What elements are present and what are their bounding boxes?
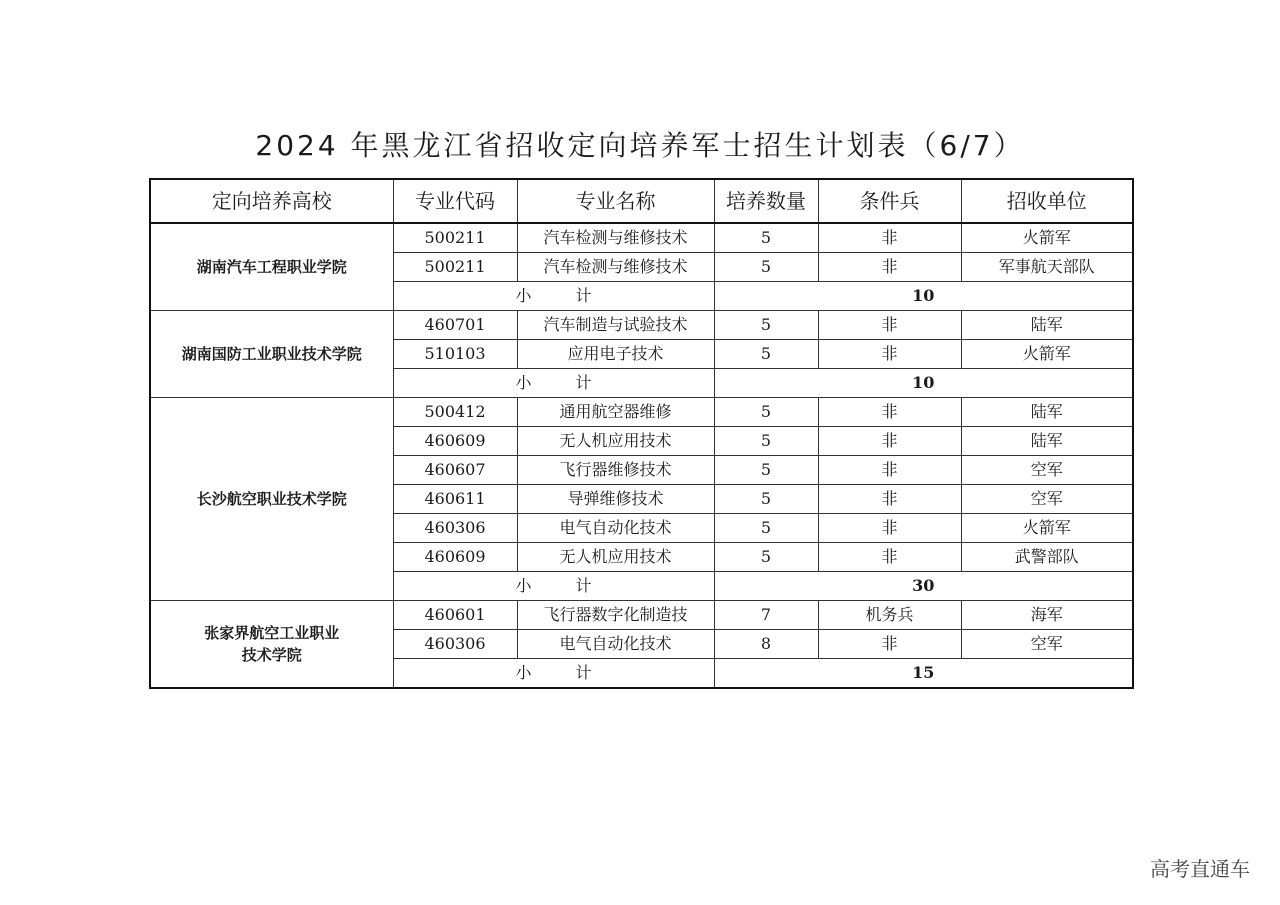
major-code: 460611 <box>393 485 517 514</box>
train-count: 5 <box>714 543 818 572</box>
subtotal-label-char: 小 <box>515 663 532 682</box>
watermark: 高考直通车 <box>1150 857 1250 881</box>
major-code: 460607 <box>393 456 517 485</box>
recruit-unit: 火箭军 <box>961 514 1133 543</box>
train-count: 5 <box>714 514 818 543</box>
table-row <box>150 398 1133 427</box>
header-major: 专业名称 <box>517 179 714 223</box>
major-code: 460701 <box>393 311 517 340</box>
major-name: 汽车检测与维修技术 <box>517 223 714 253</box>
subtotal-label-char: 小 <box>515 373 532 392</box>
condition-soldier: 非 <box>818 253 961 282</box>
major-name: 通用航空器维修 <box>517 398 714 427</box>
train-count: 5 <box>714 253 818 282</box>
subtotal-label-char: 计 <box>575 576 592 595</box>
train-count: 5 <box>714 340 818 369</box>
school-name-line: 张家界航空工业职业 <box>204 624 340 642</box>
table-row <box>150 223 1133 253</box>
major-name: 无人机应用技术 <box>517 427 714 456</box>
condition-soldier: 非 <box>818 311 961 340</box>
major-name: 电气自动化技术 <box>517 514 714 543</box>
subtotal-label-char: 计 <box>575 663 592 682</box>
train-count: 8 <box>714 630 818 659</box>
recruit-unit: 空军 <box>961 630 1133 659</box>
major-code: 500211 <box>393 253 517 282</box>
subtotal-label-char: 小 <box>515 576 532 595</box>
major-name: 应用电子技术 <box>517 340 714 369</box>
recruit-unit: 火箭军 <box>961 340 1133 369</box>
major-name: 飞行器数字化制造技 <box>517 601 714 630</box>
train-count: 5 <box>714 427 818 456</box>
header-code: 专业代码 <box>393 179 517 223</box>
school-name: 湖南汽车工程职业学院 <box>150 223 393 311</box>
condition-soldier: 非 <box>818 543 961 572</box>
condition-soldier: 非 <box>818 340 961 369</box>
subtotal-label <box>393 369 714 398</box>
plan-table <box>149 178 1134 689</box>
table-body <box>150 223 1133 688</box>
recruit-unit: 陆军 <box>961 398 1133 427</box>
condition-soldier: 非 <box>818 514 961 543</box>
major-name: 无人机应用技术 <box>517 543 714 572</box>
recruit-unit: 火箭军 <box>961 223 1133 253</box>
recruit-unit: 海军 <box>961 601 1133 630</box>
recruit-unit: 武警部队 <box>961 543 1133 572</box>
recruit-unit: 陆军 <box>961 311 1133 340</box>
condition-soldier: 非 <box>818 398 961 427</box>
school-name <box>150 601 393 689</box>
condition-soldier: 非 <box>818 485 961 514</box>
train-count: 5 <box>714 223 818 253</box>
header-count: 培养数量 <box>714 179 818 223</box>
major-name: 汽车制造与试验技术 <box>517 311 714 340</box>
recruit-unit: 空军 <box>961 456 1133 485</box>
school-name: 长沙航空职业技术学院 <box>150 398 393 601</box>
subtotal-value: 10 <box>714 369 1133 398</box>
train-count: 5 <box>714 485 818 514</box>
condition-soldier: 机务兵 <box>818 601 961 630</box>
condition-soldier: 非 <box>818 223 961 253</box>
subtotal-label <box>393 282 714 311</box>
train-count: 5 <box>714 456 818 485</box>
major-name: 汽车检测与维修技术 <box>517 253 714 282</box>
subtotal-label <box>393 659 714 689</box>
train-count: 5 <box>714 311 818 340</box>
recruit-unit: 军事航天部队 <box>961 253 1133 282</box>
major-code: 510103 <box>393 340 517 369</box>
major-code: 460609 <box>393 427 517 456</box>
header-school: 定向培养高校 <box>150 179 393 223</box>
major-code: 500211 <box>393 223 517 253</box>
major-name: 导弹维修技术 <box>517 485 714 514</box>
subtotal-value: 10 <box>714 282 1133 311</box>
subtotal-label-char: 计 <box>575 373 592 392</box>
subtotal-label-char: 计 <box>575 286 592 305</box>
condition-soldier: 非 <box>818 456 961 485</box>
subtotal-label <box>393 572 714 601</box>
page-title: 2024 年黑龙江省招收定向培养军士招生计划表（6/7） <box>255 129 1025 162</box>
major-code: 500412 <box>393 398 517 427</box>
header-condition: 条件兵 <box>818 179 961 223</box>
school-name: 湖南国防工业职业技术学院 <box>150 311 393 398</box>
school-name-line: 技术学院 <box>241 646 302 664</box>
major-code: 460601 <box>393 601 517 630</box>
condition-soldier: 非 <box>818 427 961 456</box>
recruit-unit: 空军 <box>961 485 1133 514</box>
plan-table-container <box>149 178 1134 689</box>
recruit-unit: 陆军 <box>961 427 1133 456</box>
condition-soldier: 非 <box>818 630 961 659</box>
major-code: 460306 <box>393 514 517 543</box>
subtotal-value: 30 <box>714 572 1133 601</box>
major-code: 460609 <box>393 543 517 572</box>
subtotal-value: 15 <box>714 659 1133 689</box>
table-row <box>150 601 1133 630</box>
header-unit: 招收单位 <box>961 179 1133 223</box>
table-row <box>150 311 1133 340</box>
subtotal-label-char: 小 <box>515 286 532 305</box>
table-header-row <box>150 179 1133 223</box>
major-code: 460306 <box>393 630 517 659</box>
train-count: 5 <box>714 398 818 427</box>
major-name: 电气自动化技术 <box>517 630 714 659</box>
train-count: 7 <box>714 601 818 630</box>
major-name: 飞行器维修技术 <box>517 456 714 485</box>
